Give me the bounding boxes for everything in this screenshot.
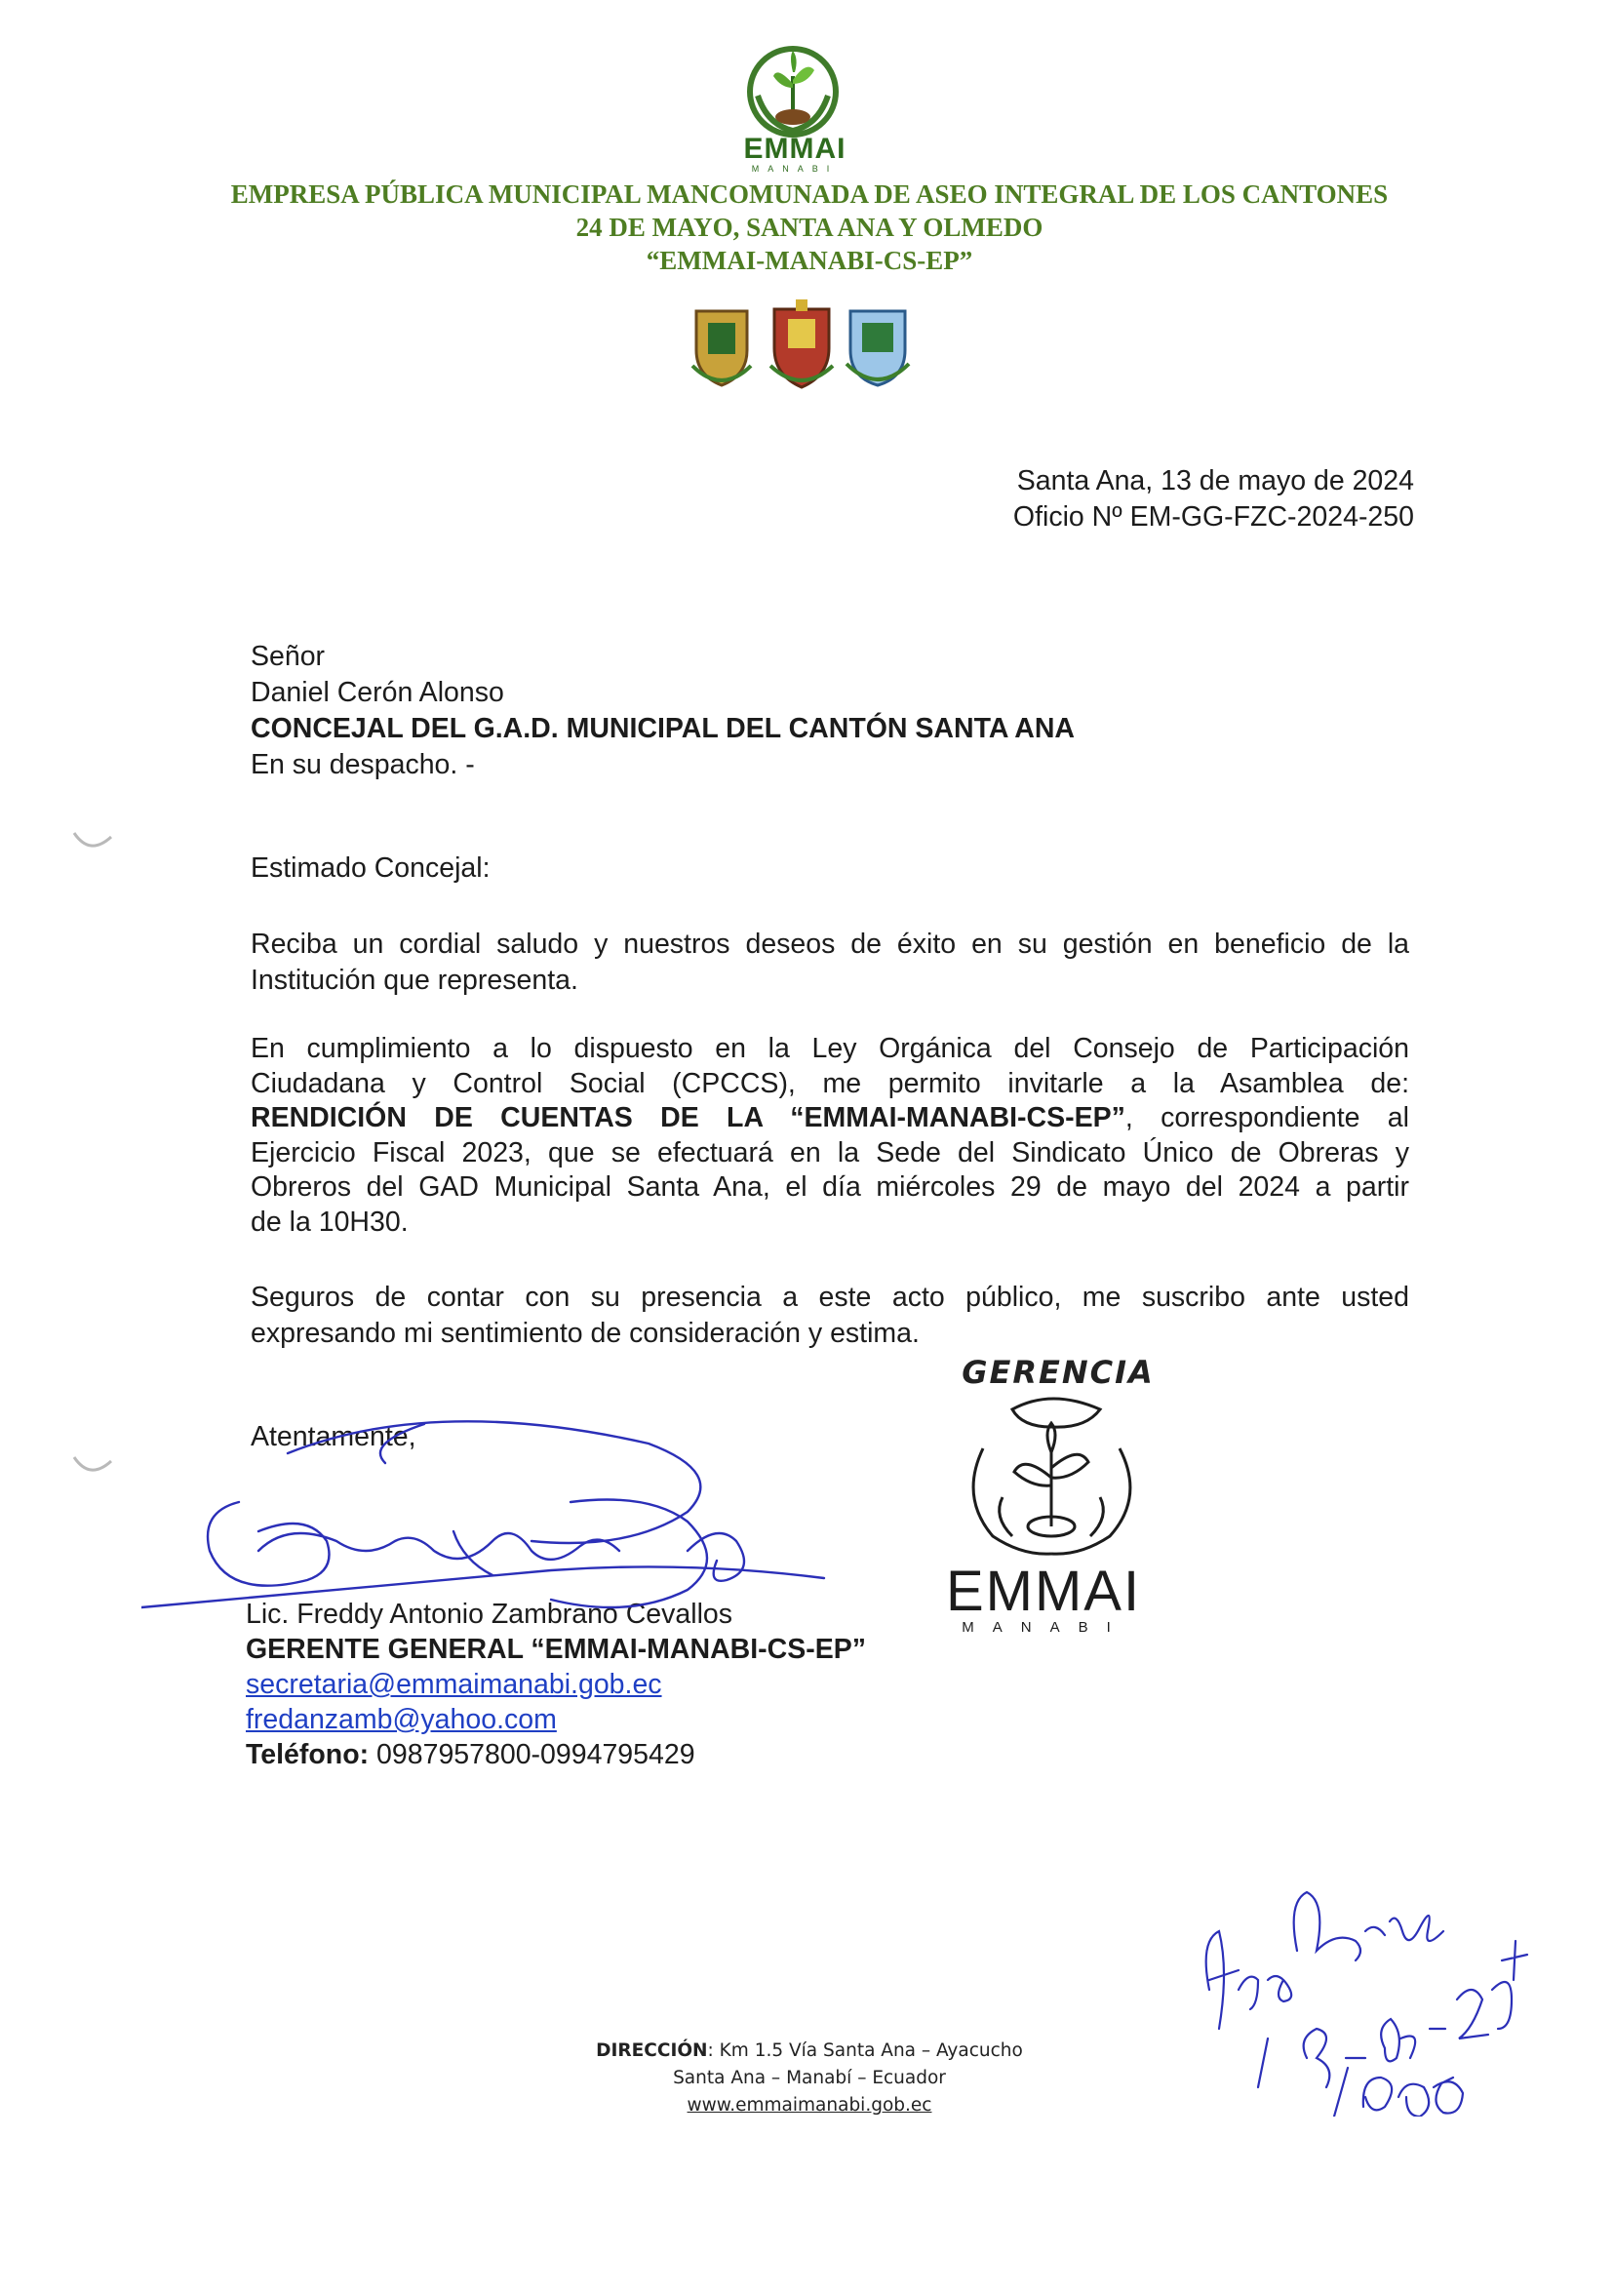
footer-address-label: DIRECCIÓN — [596, 2040, 708, 2061]
paragraph-3-line: expresando mi sentimiento de consideración y estima. — [251, 1318, 920, 1349]
crest-1-icon — [692, 311, 751, 385]
crest-3-icon — [846, 311, 909, 385]
paragraph-2-line: de la 10H30. — [251, 1206, 409, 1238]
punch-hole-icon — [70, 827, 115, 856]
org-name-line2: 24 DE MAYO, SANTA ANA Y OLMEDO — [575, 213, 1043, 242]
place-date: Santa Ana, 13 de mayo de 2024 — [1016, 465, 1414, 496]
paragraph-2-line: Ciudadana y Control Social (CPCCS), me permito invitarle a la Asamblea de: — [251, 1067, 1409, 1099]
paragraph-2-line: Ejercicio Fiscal 2023, que se efectuará en la Sede del Sindicato Único de Obreras y — [251, 1136, 1409, 1168]
oficio-number: Oficio Nº EM-GG-FZC-2024-250 — [1012, 501, 1414, 533]
paragraph-2-line: En cumplimiento a lo dispuesto en la Ley Orgánica del Consejo de Participación — [251, 1033, 1409, 1064]
municipal-crests-icon — [683, 297, 917, 395]
recipient-block — [251, 639, 1323, 783]
stamp-subtitle: MANABI — [962, 1619, 1129, 1636]
date-block — [956, 463, 1414, 535]
recipient-name: Daniel Cerón Alonso — [251, 677, 504, 708]
event-title: RENDICIÓN DE CUENTAS DE LA “EMMAI-MANABI-CS-EP” — [251, 1102, 1125, 1133]
paragraph-2-line: Obreros del GAD Municipal Santa Ana, el día miércoles 29 de mayo del 2024 a partir — [251, 1171, 1409, 1203]
valediction: Atentamente, — [251, 1421, 416, 1452]
signer-name: Lic. Freddy Antonio Zambrano Cevallos — [246, 1599, 733, 1630]
logo-wordmark: EMMAI — [743, 133, 846, 165]
emmai-logo-icon — [738, 37, 847, 146]
phone-line — [246, 1737, 866, 1772]
footer-location: Santa Ana – Manabí – Ecuador — [673, 2068, 946, 2088]
gerencia-stamp-icon — [954, 1390, 1149, 1565]
punch-hole-icon — [70, 1451, 115, 1481]
paragraph-2-line: RENDICIÓN DE CUENTAS DE LA “EMMAI-MANABI-CS-EP”, correspondiente al — [251, 1102, 1409, 1133]
paragraph-3-line: Seguros de contar con su presencia a este acto público, me suscribo ante usted — [251, 1282, 1409, 1313]
paragraph-3 — [251, 1280, 1409, 1352]
recipient-salutation: Señor — [251, 641, 326, 672]
logo-subtitle: MANABI — [751, 164, 839, 174]
paragraph-2 — [251, 1032, 1409, 1240]
greeting: Estimado Concejal: — [251, 852, 491, 884]
stamp-wordmark: EMMAI — [945, 1560, 1142, 1623]
stamp-title: GERENCIA — [962, 1354, 1155, 1391]
recipient-location: En su despacho. - — [251, 749, 475, 780]
footer-website-link[interactable]: www.emmaimanabi.gob.ec — [687, 2095, 932, 2116]
recipient-title: CONCEJAL DEL G.A.D. MUNICIPAL DEL CANTÓN SANTA ANA — [251, 713, 1076, 744]
handwritten-receipt-note — [1190, 1834, 1541, 2117]
org-name-line3: “EMMAI-MANABI-CS-EP” — [646, 246, 973, 275]
footer-address: DIRECCIÓN: Km 1.5 Vía Santa Ana – Ayacucho — [596, 2040, 1023, 2061]
paragraph-1-line: Institución que representa. — [251, 965, 578, 996]
phone-value: 0987957800-0994795429 — [369, 1739, 695, 1770]
signer-title: GERENTE GENERAL “EMMAI-MANABI-CS-EP” — [246, 1634, 866, 1665]
crest-2-icon — [770, 299, 833, 387]
paragraph-1-line: Reciba un cordial saludo y nuestros deseos de éxito en su gestión en beneficio de la — [251, 929, 1409, 960]
org-name-line1: EMPRESA PÚBLICA MUNICIPAL MANCOMUNADA DE ASEO INTEGRAL DE LOS CANTONES — [230, 179, 1389, 209]
handwritten-signature — [141, 1405, 844, 1639]
email-link-personal[interactable]: fredanzamb@yahoo.com — [246, 1704, 557, 1735]
email-link-secretaria[interactable]: secretaria@emmaimanabi.gob.ec — [246, 1669, 662, 1700]
paragraph-1 — [251, 927, 1409, 999]
phone-label: Teléfono: — [246, 1739, 370, 1770]
